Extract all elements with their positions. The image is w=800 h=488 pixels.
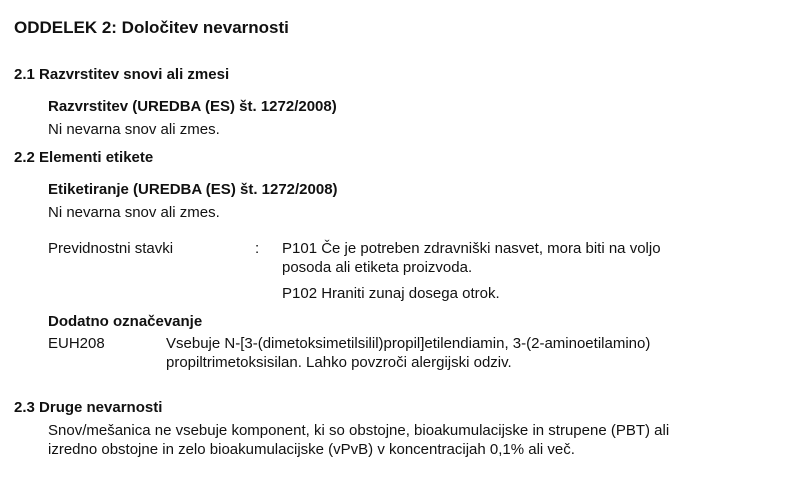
euh-line2: propiltrimetoksisilan. Lahko povzroči alergijski odziv. [166,354,512,371]
precaution-separator: : [255,240,260,257]
subheading-classification: Razvrstitev (UREDBA (ES) št. 1272/2008) [48,98,337,115]
classification-text: Ni nevarna snov ali zmes. [48,121,220,138]
heading-2-3: 2.3 Druge nevarnosti [14,399,163,416]
additional-labelling-heading: Dodatno označevanje [48,313,203,330]
p101-line1: P101 Če je potreben zdravniški nasvet, mora biti na voljo [282,240,661,257]
p101-line2: posoda ali etiketa proizvoda. [282,259,473,276]
labelling-text: Ni nevarna snov ali zmes. [48,204,220,221]
subheading-labelling: Etiketiranje (UREDBA (ES) št. 1272/2008) [48,181,338,198]
p102-statement: P102 Hraniti zunaj dosega otrok. [282,285,500,302]
euh-code: EUH208 [48,335,105,352]
section-title: ODDELEK 2: Določitev nevarnosti [14,18,289,37]
euh-line1: Vsebuje N-[3-(dimetoksimetilsilil)propil]etilendiamin, 3-(2-aminoetilamino) [166,335,651,352]
other-hazards-line2: izredno obstojne in zelo bioakumulacijske (vPvB) v koncentracijah 0,1% ali več. [48,441,575,458]
precaution-label: Previdnostni stavki [48,240,174,257]
other-hazards-line1: Snov/mešanica ne vsebuje komponent, ki so obstojne, bioakumulacijske in strupene (PBT) ali [48,422,670,439]
heading-2-1: 2.1 Razvrstitev snovi ali zmesi [14,66,230,83]
heading-2-2: 2.2 Elementi etikete [14,149,154,166]
